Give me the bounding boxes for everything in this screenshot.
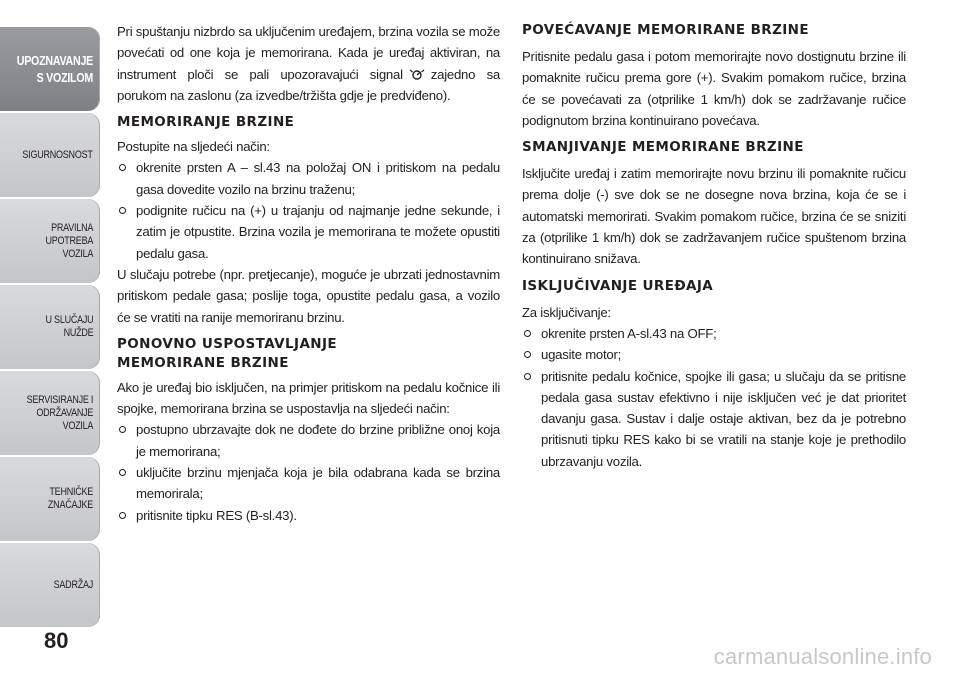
- tab-tehnicke-znacajke[interactable]: [0, 457, 100, 541]
- memoriranje-intro: Postupite na sljedeći način:: [117, 139, 270, 155]
- list-item: pritisnite tipku RES (B-sl.43).: [117, 505, 500, 526]
- heading-line: PONOVNO USPOSTAVLJANJE: [117, 335, 338, 352]
- memoriranje-list: [117, 157, 500, 263]
- tab-u-slucaju-nuzde[interactable]: [0, 285, 100, 369]
- page-number: 80: [44, 628, 69, 653]
- heading-memoriranje-brzine: MEMORIRANJE BRZINE: [117, 114, 295, 131]
- right-column: [522, 21, 906, 472]
- list-item: ugasite motor;: [522, 344, 906, 365]
- left-column: [117, 21, 500, 526]
- tab-label: PRAVILNA UPOTREBA VOZILA: [45, 221, 93, 260]
- tab-sadrzaj[interactable]: [0, 543, 100, 627]
- heading-iskljucivanje: ISKLJUČIVANJE UREĐAJA: [522, 277, 714, 294]
- list-item: okrenite prsten A-sl.43 na OFF;: [522, 323, 906, 344]
- heading-line: MEMORIRANE BRZINE: [117, 354, 289, 371]
- list-item: okrenite prsten A – sl.43 na položaj ON i pritiskom na pedalu gasa dovedite vozilo na brzinu traženu;: [117, 157, 500, 200]
- tab-servisiranje-odrzavanje[interactable]: [0, 371, 100, 455]
- tab-sigurnosnost[interactable]: [0, 113, 100, 197]
- tab-pravilna-upotreba-vozila[interactable]: [0, 199, 100, 283]
- iskljucivanje-intro: Za isključivanje:: [522, 304, 611, 320]
- heading-povecavanje: POVEĆAVANJE MEMORIRANE BRZINE: [522, 22, 810, 38]
- tab-label: SERVISIRANJE I ODRŽAVANJE VOZILA: [26, 393, 93, 432]
- list-item: pritisnite pedalu kočnice, spojke ili gasa; u slučaju da se pritisne pedala gasa sustav efektivno i nije isključen već je dat prioritet davanju gasa. Sustav i dalje ostaje aktivan, bez da je potrebno pritisnuti tipku RES kako bi se vratili na stanje koje je prethodilo ubrzavanju vozila.: [522, 366, 906, 472]
- intro-paragraph: [117, 21, 500, 106]
- list-item: podignite ručicu na (+) u trajanju od najmanje jedne sekunde, i zatim je otpustite. Brzina vozila je memorirana te možete opustiti pedalu gasa.: [117, 200, 500, 264]
- list-item: uključite brzinu mjenjača koja je bila odabrana kada se brzina memorirala;: [117, 462, 500, 505]
- iskljucivanje-list: [522, 323, 906, 472]
- tab-label: U SLUČAJU NUŽDE: [45, 314, 93, 339]
- smanjivanje-text: Isključite uređaj i zatim memorirajte novu brzinu ili pomaknite ručicu prema dolje (-) sve dok se ne dosegne nova brzina, koja će se i automatski memorirati. Svakim pomakom ručice, brzina će se sniziti za (otprilike 1 km/h) dok se zadržavanjem ručice spuštenom brzina kontinuirano snižava.: [522, 166, 906, 267]
- tab-upoznavanje-s-vozilom[interactable]: [0, 27, 100, 111]
- ponovno-intro: Ako je uređaj bio isključen, na primjer pritiskom na pedalu kočnice ili spojke, memorirana brzina se uspostavlja na sljedeći način:: [117, 379, 500, 417]
- heading-ponovno-uspostavljanje: [117, 335, 500, 373]
- tab-label: TEHNIČKE ZNAČAJKE: [47, 486, 93, 511]
- intro-text-b: zajedno sa porukom na zaslonu (za izvedbe/tržišta gdje je predviđeno).: [117, 66, 500, 103]
- povecavanje-text: Pritisnite pedalu gasa i potom memorirajte novo dostignutu brzine ili pomaknite ručicu prema gore (+). Svakim pomakom ručice, brzina će se povećavati za (otprilike 1 km/h) dok se zadržavanje ručice podignutom brzina kontinuirano povećava.: [522, 49, 906, 128]
- tab-label: UPOZNAVANJE S VOZILOM: [16, 53, 93, 85]
- tab-label: SIGURNOSNOST: [22, 148, 93, 161]
- tab-label: SADRŽAJ: [53, 578, 93, 591]
- intro-text-a: Pri spuštanju nizbrdo sa uključenim uređajem, brzina vozila se može povećati od one koja je memorirana. Kada je uređaj aktiviran, na instrument ploči se pali upozoravajući signal: [117, 24, 500, 82]
- cruise-warning-icon: [409, 68, 425, 80]
- list-item: postupno ubrzavajte dok ne dođete do brzine približne onoj koja je memorirana;: [117, 419, 500, 462]
- ponovno-list: [117, 419, 500, 525]
- memoriranje-note: U slučaju potrebe (npr. pretjecanje), moguće je ubrzati jednostavnim pritiskom pedale gasa; poslije toga, opustite pedalu gasa, a vozilo će se vratiti na ranije memoriranu brzinu.: [117, 266, 500, 325]
- watermark: carmanualsonline.info: [713, 644, 932, 669]
- heading-smanjivanje: SMANJIVANJE MEMORIRANE BRZINE: [522, 139, 804, 156]
